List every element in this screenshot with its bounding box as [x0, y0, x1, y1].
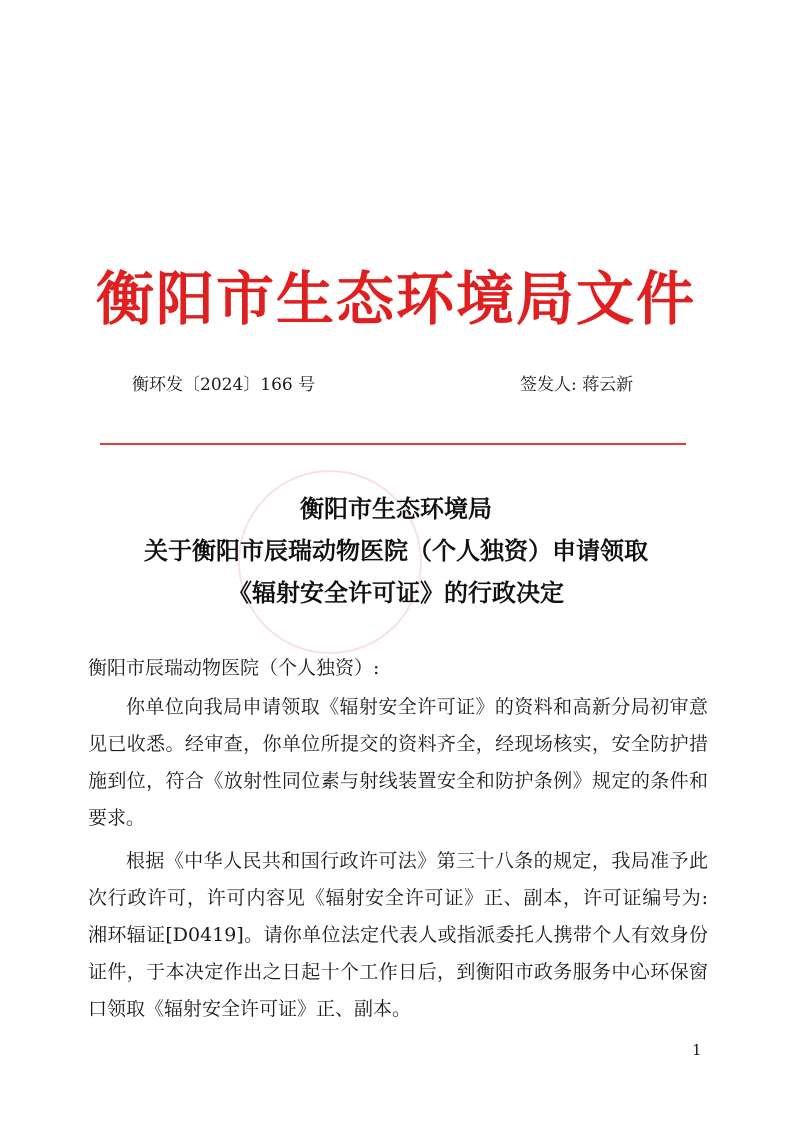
page-number: 1 [692, 1041, 702, 1059]
document-body [88, 650, 708, 1034]
body-paragraph-2: 根据《中华人民共和国行政许可法》第三十八条的规定，我局准予此次行政许可，许可内容见《辐射安全许可证》正、副本，许可证编号为: 湘环辐证[D0419]。请你单位法定代表人或指派委托人携带个人有效身份证件，于本决定作出之日起十个工作日后，到衡阳市政务服务中心环保窗口领取《辐射安全许可证》正、副本。 [88, 850, 708, 1020]
signer-name: 签发人: 蒋云新 [520, 375, 634, 395]
document-title [0, 488, 792, 614]
body-paragraph-1: 你单位向我局申请领取《辐射安全许可证》的资料和高新分局初审意见已收悉。经审查，你单位所提交的资料齐全，经现场核实，安全防护措施到位，符合《放射性同位素与射线装置安全和防护条例》规定的条件和要求。 [88, 696, 708, 829]
title-line-1: 衡阳市生态环境局 [300, 495, 492, 523]
red-divider-line [100, 443, 686, 445]
document-meta-row [0, 370, 792, 400]
agency-header-title: 衡阳市生态环境局文件 [95, 265, 696, 333]
title-line-2: 关于衡阳市辰瑞动物医院（个人独资）申请领取 [144, 537, 648, 565]
salutation: 衡阳市辰瑞动物医院（个人独资）: [88, 657, 380, 679]
document-number: 衡环发〔2024〕166 号 [132, 375, 316, 395]
title-line-3: 《辐射安全许可证》的行政决定 [228, 579, 564, 607]
